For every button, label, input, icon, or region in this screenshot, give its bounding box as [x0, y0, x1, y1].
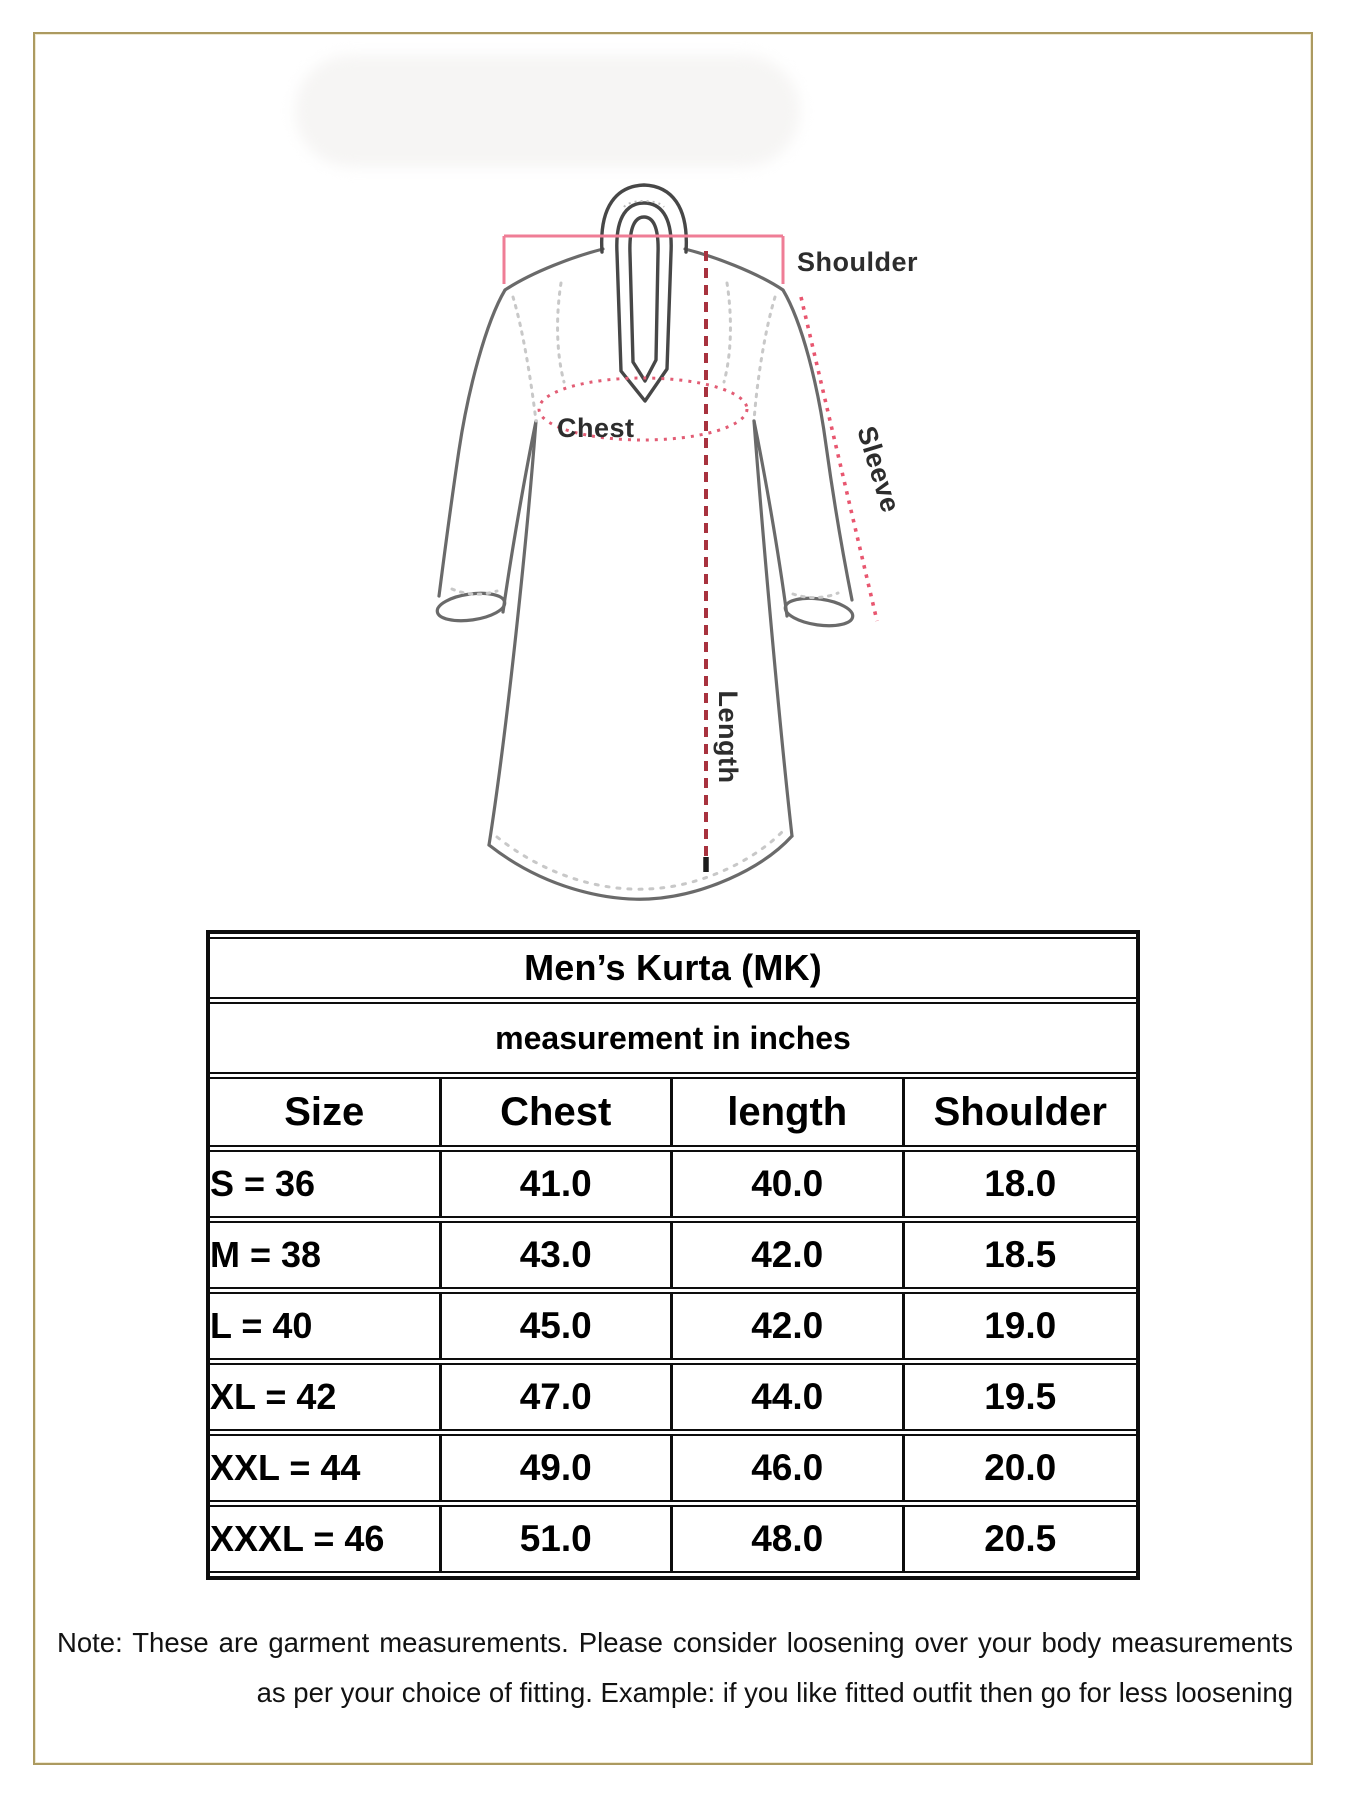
- shoulder-value: 19.0: [905, 1292, 1137, 1360]
- right-armhole-seam: [754, 297, 775, 421]
- size-chart-table: [206, 930, 1140, 1580]
- size-value: M = 38: [210, 1221, 442, 1289]
- table-row: [210, 1292, 1136, 1360]
- table-row: [210, 1221, 1136, 1289]
- left-armhole-seam: [513, 297, 536, 421]
- note-line-1: Note: These are garment measurements. Please consider loosening over your body measurements: [57, 1627, 1293, 1658]
- placket-outer: [617, 203, 671, 401]
- column-header-shoulder: Shoulder: [905, 1077, 1137, 1147]
- table-row: [210, 1363, 1136, 1431]
- right-cuff: [784, 594, 855, 629]
- left-sleeve-outer: [439, 290, 505, 596]
- column-header-size: Size: [210, 1077, 442, 1147]
- right-sleeve-inner: [754, 421, 787, 616]
- size-value: L = 40: [210, 1292, 442, 1360]
- length-value: 42.0: [673, 1292, 905, 1360]
- shoulder-value: 20.5: [905, 1505, 1137, 1573]
- faded-logo-area: [295, 55, 800, 167]
- shoulder-value: 18.0: [905, 1150, 1137, 1218]
- length-value: 40.0: [673, 1150, 905, 1218]
- table-title-row: [210, 937, 1136, 999]
- chest-value: 45.0: [442, 1292, 674, 1360]
- dotted-seams: [452, 283, 838, 889]
- size-value: XL = 42: [210, 1363, 442, 1431]
- placket-left-stitch: [558, 283, 564, 382]
- chest-value: 47.0: [442, 1363, 674, 1431]
- length-label: Length: [713, 690, 743, 784]
- garment-outline: [436, 249, 855, 899]
- table-header-row: [210, 1077, 1136, 1147]
- body-left-side: [489, 421, 536, 845]
- chest-value: 41.0: [442, 1150, 674, 1218]
- chest-label: Chest: [557, 413, 635, 443]
- length-value: 46.0: [673, 1434, 905, 1502]
- table-row: [210, 1434, 1136, 1502]
- table-subtitle-row: [210, 1002, 1136, 1074]
- shoulder-label: Shoulder: [797, 247, 919, 277]
- size-value: S = 36: [210, 1150, 442, 1218]
- shoulder-value: 19.5: [905, 1363, 1137, 1431]
- collar-placket: [602, 185, 687, 401]
- right-sleeve-outer: [783, 290, 852, 600]
- column-header-chest: Chest: [442, 1077, 674, 1147]
- left-sleeve-inner: [503, 421, 536, 612]
- placket-right-stitch: [724, 283, 730, 382]
- table-row: [210, 1505, 1136, 1573]
- chest-value: 43.0: [442, 1221, 674, 1289]
- sleeve-label: Sleeve: [851, 422, 906, 517]
- table-title: Men’s Kurta (MK): [210, 937, 1136, 999]
- note-line-2: as per your choice of fitting. Example: if you like fitted outfit then go for less loosening: [256, 1677, 1293, 1708]
- chest-value: 51.0: [442, 1505, 674, 1573]
- chest-value: 49.0: [442, 1434, 674, 1502]
- placket-inner: [630, 217, 658, 381]
- hem-stitch: [497, 830, 784, 889]
- table-subtitle: measurement in inches: [210, 1002, 1136, 1074]
- table-row: [210, 1150, 1136, 1218]
- shoulder-value: 18.5: [905, 1221, 1137, 1289]
- length-value: 44.0: [673, 1363, 905, 1431]
- size-value: XXL = 44: [210, 1434, 442, 1502]
- body-right-side: [754, 421, 792, 836]
- shoulder-measure-line: [504, 236, 783, 284]
- size-value: XXXL = 46: [210, 1505, 442, 1573]
- left-shoulder-seam: [505, 249, 603, 290]
- column-header-length: length: [673, 1077, 905, 1147]
- garment-note: [57, 1618, 1293, 1718]
- right-shoulder-seam: [685, 249, 783, 290]
- length-value: 48.0: [673, 1505, 905, 1573]
- length-value: 42.0: [673, 1221, 905, 1289]
- shoulder-value: 20.0: [905, 1434, 1137, 1502]
- kurta-measurement-diagram: [420, 160, 960, 905]
